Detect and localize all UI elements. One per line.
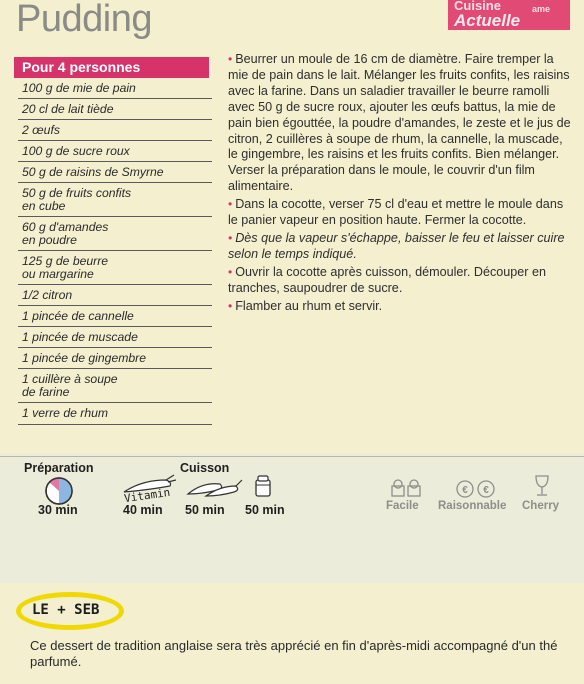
ingredient-list <box>18 78 212 425</box>
ingredient-item: 1 cuillère à soupe de farine <box>18 369 212 403</box>
step-text: Beurrer un moule de 16 cm de diamètre. Faire tremper la mie de pain dans le lait. Mélanger les fruits confits, les raisins avec la farine. Dans un saladier travailler le beurre ramolli avec 50 g de sucre roux, ajouter les œufs battus, la mie de pain bien égouttée, la poudre d'amandes, le zeste et le jus de citron, 2 cuillères à soupe de rhum, la cannelle, la muscade, le gingembre, les raisins et les fruits confits. Bien mélanger. Verser la préparation dans le moule, le couvrir d'un film alimentaire. <box>228 52 571 194</box>
vegetables-icon <box>184 474 244 500</box>
instruction-step <box>228 52 574 195</box>
servings-header: Pour 4 personnes <box>14 57 209 78</box>
divider <box>0 456 584 457</box>
logo-line-1: Cuisine <box>454 0 501 13</box>
timer-icon <box>44 476 74 506</box>
ingredient-item: 1/2 citron <box>18 285 212 306</box>
pressure-cooker-icon <box>253 474 273 500</box>
instruction-step <box>228 299 574 315</box>
euro-coins-icon <box>455 480 499 498</box>
svg-text:€: € <box>483 485 489 496</box>
preparation-label: Préparation <box>24 461 94 475</box>
cuisson-label: Cuisson <box>180 461 230 475</box>
ingredient-item: 20 cl de lait tiède <box>18 99 212 120</box>
ingredient-item: 2 œufs <box>18 120 212 141</box>
step-text: Dans la cocotte, verser 75 cl d'eau et mettre le moule dans le panier vapeur en position haute. Fermer la cocotte. <box>228 197 564 228</box>
cost-label: Raisonnable <box>438 500 507 512</box>
chef-hat-icon <box>390 478 422 498</box>
prep-time: 30 min <box>38 503 78 517</box>
step-text: Ouvrir la cocotte après cuisson, démouler. Découper en tranches, saupoudrer de sucre. <box>228 264 547 295</box>
seb-tip-text: Ce dessert de tradition anglaise sera très apprécié en fin d'après-midi accompagné d'un thé parfumé. <box>30 638 558 669</box>
step-text: Flamber au rhum et servir. <box>235 298 383 313</box>
ingredient-item: 125 g de beurre ou margarine <box>18 251 212 285</box>
bullet-icon: • <box>228 52 233 66</box>
vitamin-label: Vitamin <box>123 485 172 506</box>
bullet-icon: • <box>228 230 233 245</box>
bullet-icon: • <box>228 264 233 279</box>
ingredient-item: 1 pincée de gingembre <box>18 348 212 369</box>
bullet-icon: • <box>228 298 233 313</box>
cook-time-1: 50 min <box>185 503 225 517</box>
logo-line-2: ame <box>532 4 551 14</box>
difficulty-label: Facile <box>386 500 419 512</box>
bullet-icon: • <box>228 197 233 212</box>
instruction-step <box>228 265 574 297</box>
ingredient-item: 1 pincée de muscade <box>18 327 212 348</box>
ingredient-item: 50 g de fruits confits en cube <box>18 183 212 217</box>
ingredient-item: 1 verre de rhum <box>18 403 212 425</box>
svg-text:€: € <box>462 485 468 496</box>
instruction-step <box>228 231 574 263</box>
cook-time-2: 50 min <box>245 503 285 517</box>
wine-glass-icon <box>533 474 551 498</box>
vitamin-time: 40 min <box>123 503 163 517</box>
seb-label: LE + SEB <box>32 602 100 618</box>
ingredient-item: 60 g d'amandes en poudre <box>18 217 212 251</box>
recipe-title: Pudding <box>16 0 152 40</box>
ingredient-item: 100 g de mie de pain <box>18 78 212 99</box>
step-text: Dès que la vapeur s'échappe, baisser le feu et laisser cuire selon le temps indiqué. <box>228 230 565 261</box>
instruction-steps <box>228 52 574 317</box>
logo-line-3: Actuelle <box>454 11 521 30</box>
instruction-step <box>228 197 574 229</box>
magazine-logo <box>448 0 570 30</box>
ingredient-item: 1 pincée de cannelle <box>18 306 212 327</box>
ingredient-item: 50 g de raisins de Smyrne <box>18 162 212 183</box>
ingredient-item: 100 g de sucre roux <box>18 141 212 162</box>
wine-label: Cherry <box>522 500 560 512</box>
